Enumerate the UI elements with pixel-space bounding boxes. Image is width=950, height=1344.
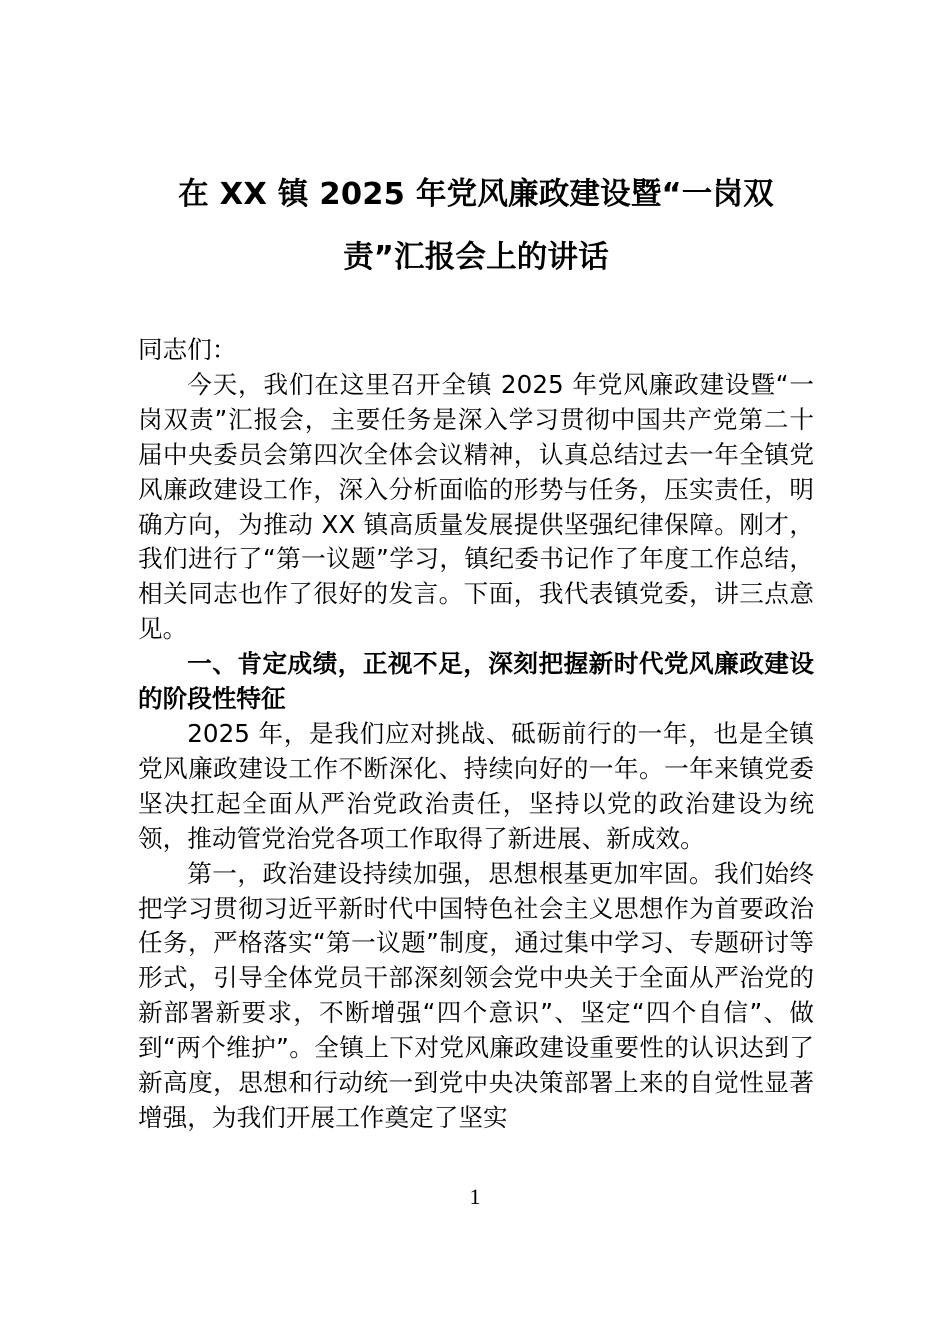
title-bottom-spacer	[138, 289, 814, 333]
page-number: 1	[469, 1184, 481, 1209]
page-title	[138, 163, 814, 289]
page-title-line-2: 责”汇报会上的讲话	[343, 240, 609, 275]
page-title-line-1: 在 XX 镇 2025 年党风廉政建设暨“一岗双	[178, 177, 774, 212]
paragraph-point-one: 第一，政治建设持续加强，思想根基更加牢固。我们始终把学习贯彻习近平新时代中国特色社会主义思想作为首要政治任务，严格落实“第一议题”制度，通过集中学习、专题研讨等形式，引导全体党员干部深刻领会党中央关于全面从严治党的新部署新要求，不断增强“四个意识”、坚定“四个自信”、做到“两个维护”。全镇上下对党风廉政建设重要性的认识达到了新高度，思想和行动统一到党中央决策部署上来的自觉性显著增强，为我们开展工作奠定了坚实	[138, 858, 814, 1132]
paragraph-section-one-intro: 2025 年，是我们应对挑战、砥砺前行的一年，也是全镇党风廉政建设工作不断深化、持续向好的一年。一年来镇党委坚决扛起全面从严治党政治责任，坚持以党的政治建设为统领，推动管党治党各项工作取得了新进展、新成效。	[138, 718, 814, 853]
document-content	[138, 0, 814, 1136]
title-top-spacer	[138, 0, 814, 163]
paragraph-section-one-heading: 一、肯定成绩，正视不足，深刻把握新时代党风廉政建设的阶段性特征	[138, 649, 814, 714]
paragraph-salutation: 同志们：	[138, 335, 237, 364]
paragraph-opening: 今天，我们在这里召开全镇 2025 年党风廉政建设暨“一岗双责”汇报会，主要任务是深入学习贯彻中国共产党第二十届中央委员会第四次全体会议精神，认真总结过去一年全镇党风廉政建设工作，深入分析面临的形势与任务，压实责任，明确方向，为推动 XX 镇高质量发展提供坚强纪律保障。刚才，我们进行了“第一议题”学习，镇纪委书记作了年度工作总结，相关同志也作了很好的发言。下面，我代表镇党委，讲三点意见。	[138, 369, 814, 644]
